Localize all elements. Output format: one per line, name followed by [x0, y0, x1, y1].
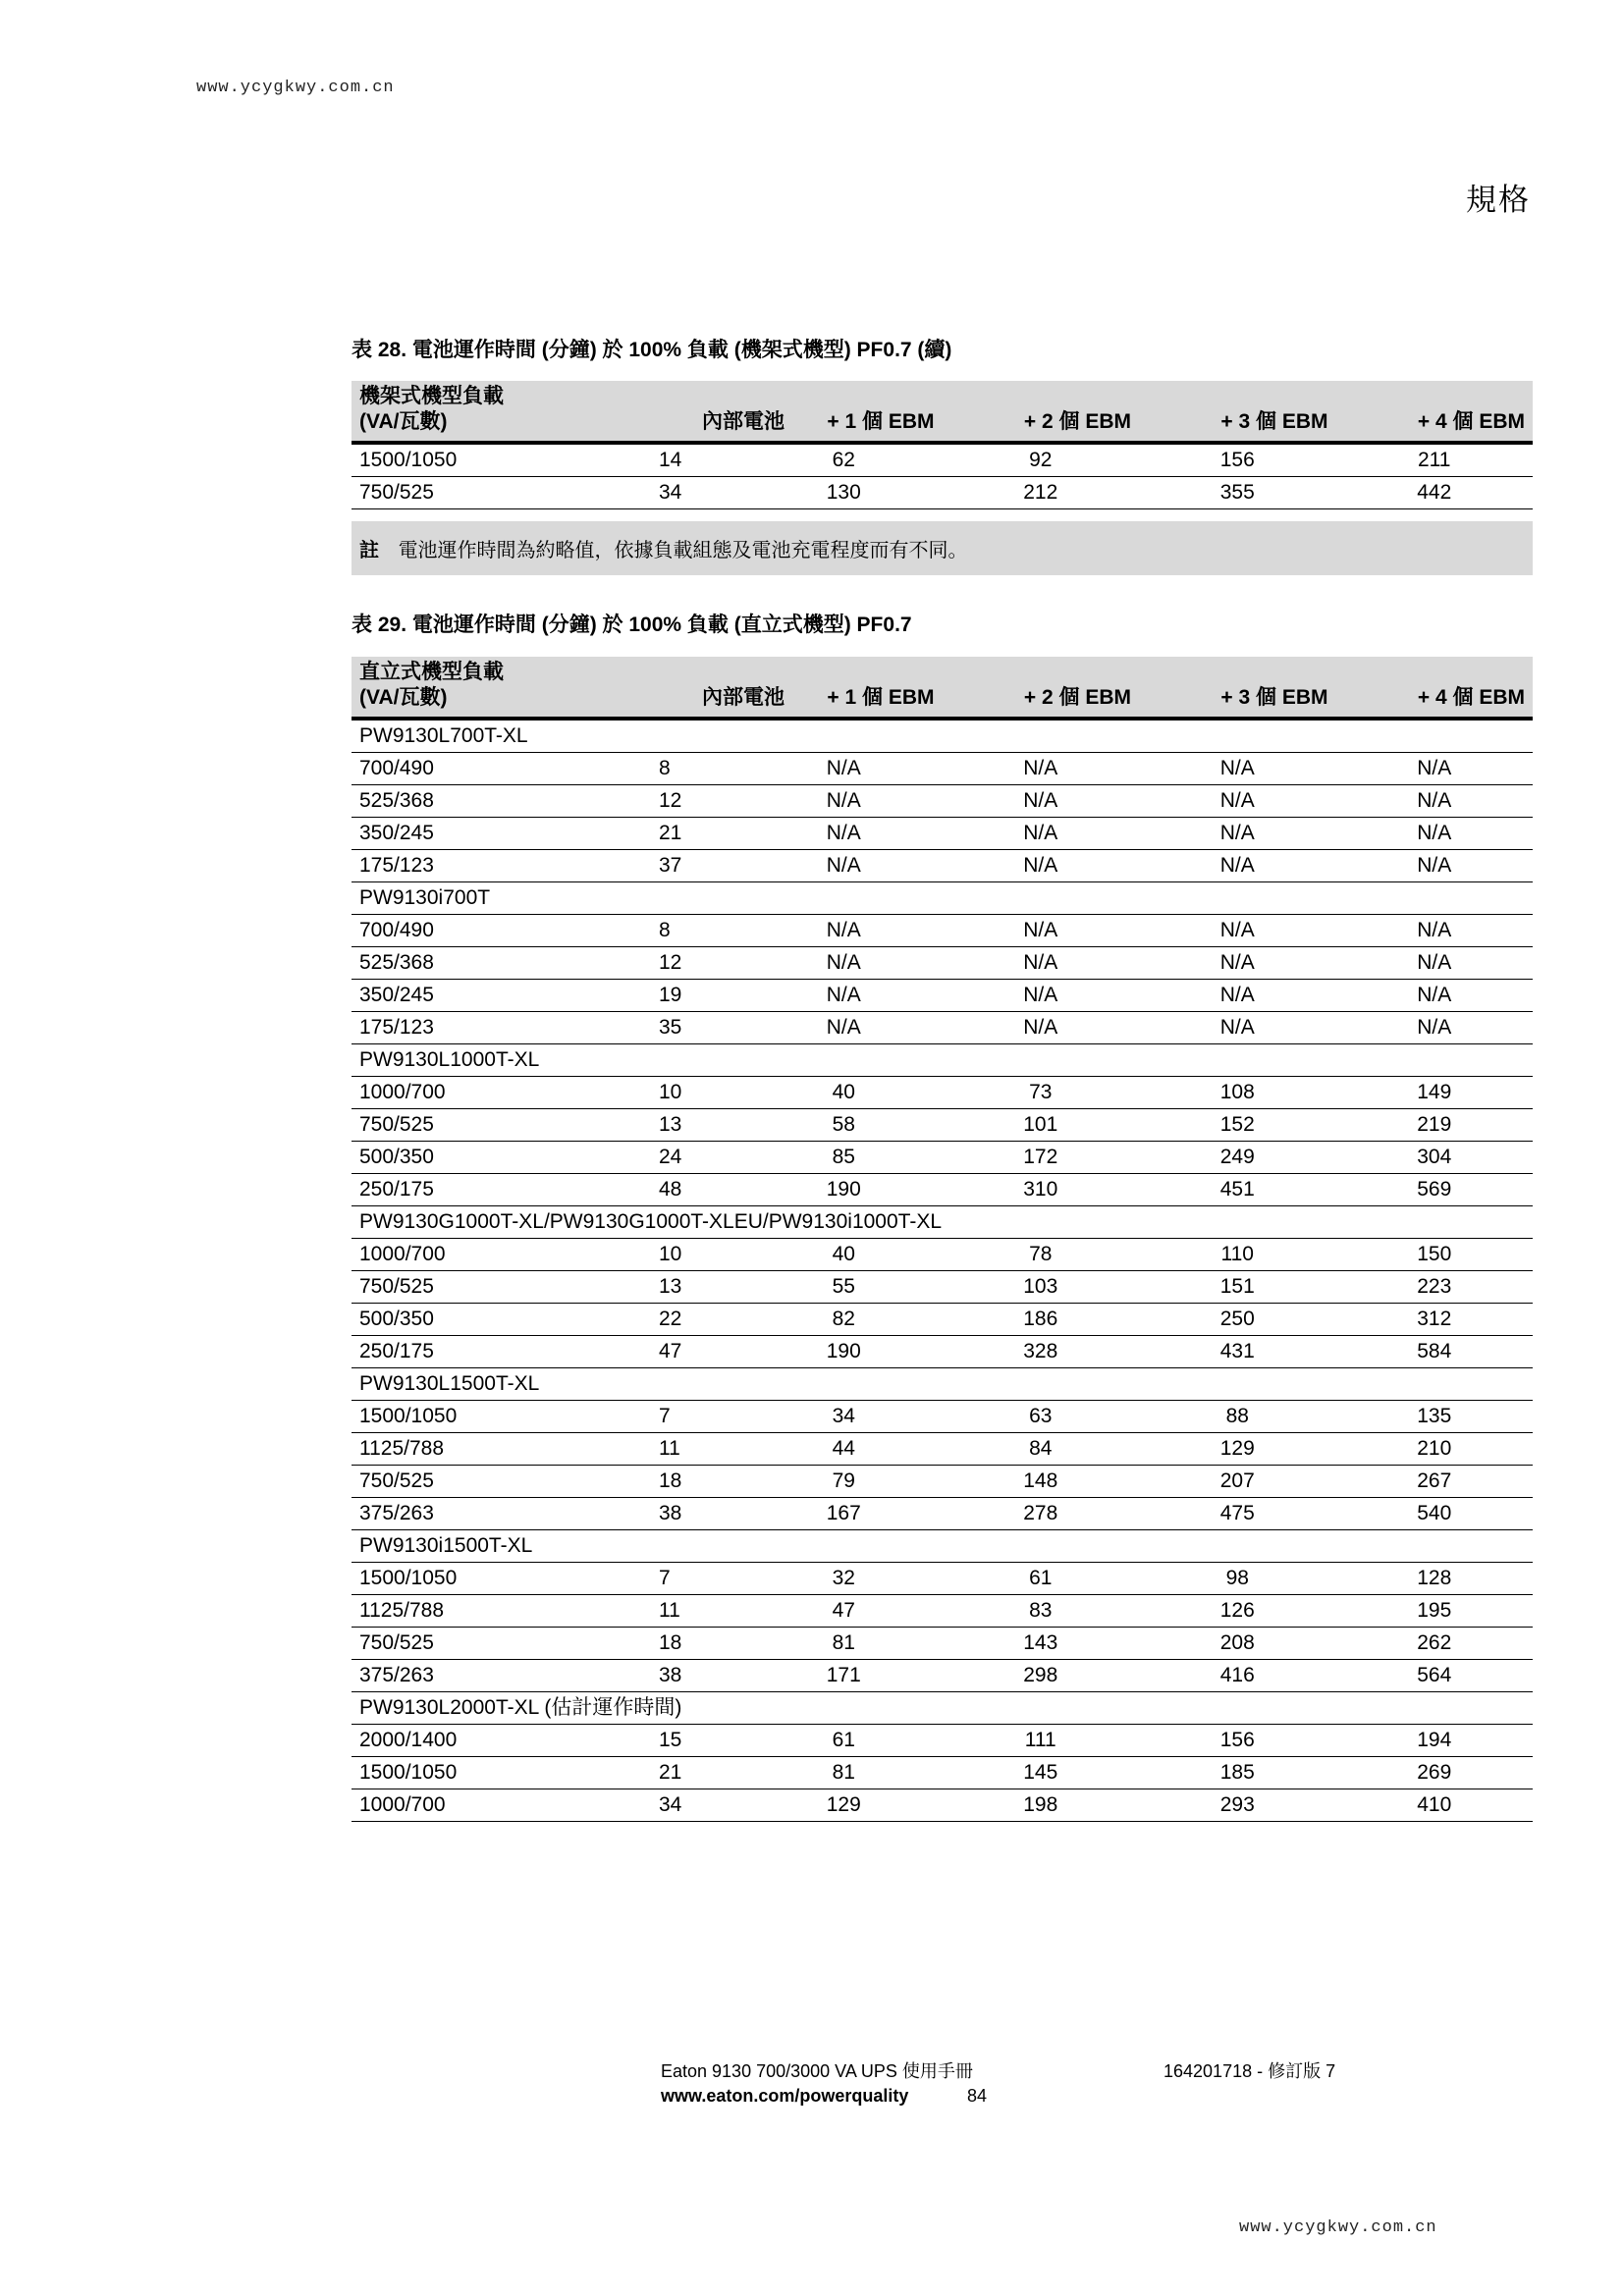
header-load-line2: (VA/瓦數) [359, 686, 448, 709]
cell-runtime: 32 [745, 1563, 943, 1595]
cell-runtime: 7 [651, 1401, 745, 1433]
cell-load: 1125/788 [352, 1595, 651, 1628]
cell-runtime: 151 [1139, 1271, 1336, 1304]
cell-runtime: 211 [1336, 443, 1534, 477]
cell-runtime: 143 [943, 1628, 1140, 1660]
note-label: 註 [359, 540, 379, 561]
table-row [352, 1725, 1533, 1757]
group-row [352, 882, 1533, 915]
table-row [352, 1466, 1533, 1498]
cell-runtime: 210 [1336, 1433, 1534, 1466]
cell-runtime: N/A [1336, 1012, 1534, 1044]
cell-runtime: 15 [651, 1725, 745, 1757]
cell-runtime: 37 [651, 850, 745, 882]
header-ebm3: + 3 個 EBM [1139, 657, 1336, 719]
cell-runtime: 207 [1139, 1466, 1336, 1498]
cell-runtime: 34 [651, 1789, 745, 1822]
cell-runtime: 195 [1336, 1595, 1534, 1628]
footer-doc-id: 164201718 - 修訂版 7 [1163, 2061, 1336, 2081]
cell-runtime: 111 [943, 1725, 1140, 1757]
cell-runtime: 38 [651, 1498, 745, 1530]
cell-runtime: N/A [745, 980, 943, 1012]
group-model-name: PW9130L2000T-XL (估計運作時間) [352, 1692, 1533, 1725]
cell-load: 175/123 [352, 850, 651, 882]
header-load [352, 381, 651, 443]
cell-load: 525/368 [352, 947, 651, 980]
cell-runtime: 328 [943, 1336, 1140, 1368]
cell-runtime: 34 [651, 477, 745, 509]
table-row [352, 1109, 1533, 1142]
cell-runtime: N/A [1139, 1012, 1336, 1044]
cell-runtime: N/A [1336, 818, 1534, 850]
group-row [352, 1530, 1533, 1563]
header-ebm1: + 1 個 EBM [745, 381, 943, 443]
cell-runtime: N/A [943, 1012, 1140, 1044]
cell-runtime: 47 [745, 1595, 943, 1628]
cell-runtime: 310 [943, 1174, 1140, 1206]
cell-runtime: N/A [745, 947, 943, 980]
group-row [352, 1206, 1533, 1239]
cell-runtime: 47 [651, 1336, 745, 1368]
cell-runtime: 61 [745, 1725, 943, 1757]
cell-runtime: 81 [745, 1757, 943, 1789]
cell-runtime: 85 [745, 1142, 943, 1174]
cell-runtime: 145 [943, 1757, 1140, 1789]
header-internal: 內部電池 [651, 657, 745, 719]
header-load-line2: (VA/瓦數) [359, 410, 448, 433]
cell-runtime: 11 [651, 1595, 745, 1628]
cell-runtime: 13 [651, 1271, 745, 1304]
header-load-line1: 機架式機型負載 [359, 385, 504, 407]
cell-runtime: 148 [943, 1466, 1140, 1498]
cell-load: 750/525 [352, 477, 651, 509]
table-row [352, 1595, 1533, 1628]
table-row [352, 915, 1533, 947]
cell-runtime: N/A [943, 785, 1140, 818]
cell-runtime: N/A [1336, 947, 1534, 980]
cell-runtime: 62 [745, 443, 943, 477]
table-row [352, 1239, 1533, 1271]
table-row [352, 1336, 1533, 1368]
cell-load: 250/175 [352, 1336, 651, 1368]
cell-runtime: 267 [1336, 1466, 1534, 1498]
cell-runtime: N/A [943, 850, 1140, 882]
cell-load: 700/490 [352, 753, 651, 785]
table-row [352, 1174, 1533, 1206]
group-row [352, 1044, 1533, 1077]
cell-runtime: 150 [1336, 1239, 1534, 1271]
cell-load: 525/368 [352, 785, 651, 818]
group-model-name: PW9130i700T [352, 882, 1533, 915]
cell-load: 350/245 [352, 980, 651, 1012]
cell-runtime: 12 [651, 947, 745, 980]
cell-runtime: 8 [651, 915, 745, 947]
cell-runtime: 223 [1336, 1271, 1534, 1304]
cell-runtime: 212 [943, 477, 1140, 509]
cell-runtime: 61 [943, 1563, 1140, 1595]
cell-runtime: 152 [1139, 1109, 1336, 1142]
note-text: 電池運作時間為約略值，依據負載組態及電池充電程度而有不同。 [398, 540, 968, 561]
cell-load: 1500/1050 [352, 443, 651, 477]
cell-runtime: N/A [745, 1012, 943, 1044]
cell-runtime: 58 [745, 1109, 943, 1142]
table-header-row [352, 657, 1533, 719]
cell-runtime: N/A [1139, 785, 1336, 818]
cell-runtime: 410 [1336, 1789, 1534, 1822]
cell-runtime: N/A [1139, 980, 1336, 1012]
cell-runtime: N/A [745, 818, 943, 850]
cell-runtime: 171 [745, 1660, 943, 1692]
group-model-name: PW9130L700T-XL [352, 719, 1533, 753]
cell-runtime: N/A [1336, 785, 1534, 818]
cell-runtime: 79 [745, 1466, 943, 1498]
cell-load: 1000/700 [352, 1239, 651, 1271]
cell-runtime: 451 [1139, 1174, 1336, 1206]
cell-runtime: 103 [943, 1271, 1140, 1304]
cell-runtime: 24 [651, 1142, 745, 1174]
group-row [352, 1368, 1533, 1401]
table-row [352, 1498, 1533, 1530]
table-28-note [352, 521, 1533, 575]
cell-load: 750/525 [352, 1109, 651, 1142]
header-internal: 內部電池 [651, 381, 745, 443]
cell-runtime: 12 [651, 785, 745, 818]
cell-runtime: 21 [651, 818, 745, 850]
cell-load: 1500/1050 [352, 1401, 651, 1433]
cell-runtime: N/A [1336, 850, 1534, 882]
table-row [352, 785, 1533, 818]
cell-runtime: 128 [1336, 1563, 1534, 1595]
cell-runtime: 250 [1139, 1304, 1336, 1336]
cell-load: 500/350 [352, 1142, 651, 1174]
cell-runtime: 355 [1139, 477, 1336, 509]
cell-runtime: 129 [1139, 1433, 1336, 1466]
cell-runtime: N/A [943, 818, 1140, 850]
cell-runtime: 262 [1336, 1628, 1534, 1660]
group-row [352, 719, 1533, 753]
cell-runtime: 81 [745, 1628, 943, 1660]
cell-runtime: 18 [651, 1466, 745, 1498]
cell-runtime: 10 [651, 1077, 745, 1109]
cell-runtime: 167 [745, 1498, 943, 1530]
cell-runtime: 38 [651, 1660, 745, 1692]
cell-runtime: 219 [1336, 1109, 1534, 1142]
cell-runtime: 21 [651, 1757, 745, 1789]
cell-load: 2000/1400 [352, 1725, 651, 1757]
cell-runtime: 156 [1139, 443, 1336, 477]
table-row [352, 1077, 1533, 1109]
cell-runtime: N/A [1336, 753, 1534, 785]
cell-load: 500/350 [352, 1304, 651, 1336]
cell-runtime: 298 [943, 1660, 1140, 1692]
cell-runtime: 442 [1336, 477, 1534, 509]
table-row [352, 1563, 1533, 1595]
cell-load: 1000/700 [352, 1077, 651, 1109]
cell-load: 375/263 [352, 1498, 651, 1530]
cell-runtime: 564 [1336, 1660, 1534, 1692]
page-number: 84 [967, 2086, 988, 2106]
table-row [352, 1012, 1533, 1044]
table-row [352, 818, 1533, 850]
cell-runtime: 13 [651, 1109, 745, 1142]
cell-runtime: 172 [943, 1142, 1140, 1174]
cell-runtime: N/A [1139, 753, 1336, 785]
cell-runtime: N/A [943, 980, 1140, 1012]
cell-runtime: 73 [943, 1077, 1140, 1109]
group-row [352, 1692, 1533, 1725]
cell-runtime: 10 [651, 1239, 745, 1271]
cell-load: 1125/788 [352, 1433, 651, 1466]
cell-load: 350/245 [352, 818, 651, 850]
table-row [352, 850, 1533, 882]
cell-load: 750/525 [352, 1271, 651, 1304]
cell-load: 700/490 [352, 915, 651, 947]
table-row [352, 947, 1533, 980]
cell-runtime: 475 [1139, 1498, 1336, 1530]
cell-runtime: 190 [745, 1336, 943, 1368]
table-row [352, 1628, 1533, 1660]
cell-runtime: 11 [651, 1433, 745, 1466]
cell-load: 1500/1050 [352, 1563, 651, 1595]
header-ebm1: + 1 個 EBM [745, 657, 943, 719]
cell-runtime: N/A [1139, 818, 1336, 850]
cell-runtime: 304 [1336, 1142, 1534, 1174]
cell-runtime: 149 [1336, 1077, 1534, 1109]
cell-runtime: N/A [943, 915, 1140, 947]
cell-runtime: 185 [1139, 1757, 1336, 1789]
table-29 [352, 657, 1533, 1822]
cell-runtime: 22 [651, 1304, 745, 1336]
group-model-name: PW9130L1000T-XL [352, 1044, 1533, 1077]
cell-runtime: 82 [745, 1304, 943, 1336]
group-model-name: PW9130L1500T-XL [352, 1368, 1533, 1401]
cell-runtime: 84 [943, 1433, 1140, 1466]
cell-runtime: 101 [943, 1109, 1140, 1142]
table-row [352, 1304, 1533, 1336]
cell-runtime: 55 [745, 1271, 943, 1304]
cell-load: 1000/700 [352, 1789, 651, 1822]
cell-runtime: 190 [745, 1174, 943, 1206]
footer-url[interactable]: www.eaton.com/powerquality [661, 2086, 909, 2106]
cell-runtime: N/A [1139, 947, 1336, 980]
cell-runtime: 156 [1139, 1725, 1336, 1757]
cell-runtime: N/A [1139, 850, 1336, 882]
cell-load: 750/525 [352, 1628, 651, 1660]
table-28 [352, 381, 1533, 509]
cell-runtime: 8 [651, 753, 745, 785]
cell-runtime: N/A [745, 915, 943, 947]
cell-runtime: N/A [943, 753, 1140, 785]
cell-load: 750/525 [352, 1466, 651, 1498]
cell-runtime: 186 [943, 1304, 1140, 1336]
cell-runtime: 35 [651, 1012, 745, 1044]
header-load-line1: 直立式機型負載 [359, 661, 504, 683]
cell-runtime: 40 [745, 1077, 943, 1109]
cell-runtime: N/A [745, 850, 943, 882]
cell-runtime: N/A [1336, 915, 1534, 947]
table-28-caption: 表 28. 電池運作時間 (分鐘) 於 100% 負載 (機架式機型) PF0.7 (續) [352, 339, 952, 361]
header-ebm2: + 2 個 EBM [943, 381, 1140, 443]
header-ebm3: + 3 個 EBM [1139, 381, 1336, 443]
cell-load: 1500/1050 [352, 1757, 651, 1789]
cell-runtime: N/A [1139, 915, 1336, 947]
table-row [352, 477, 1533, 509]
header-ebm4: + 4 個 EBM [1336, 657, 1534, 719]
cell-runtime: 569 [1336, 1174, 1534, 1206]
cell-runtime: 14 [651, 443, 745, 477]
cell-runtime: 269 [1336, 1757, 1534, 1789]
cell-runtime: 92 [943, 443, 1140, 477]
cell-runtime: 78 [943, 1239, 1140, 1271]
cell-runtime: 194 [1336, 1725, 1534, 1757]
cell-runtime: 208 [1139, 1628, 1336, 1660]
cell-load: 175/123 [352, 1012, 651, 1044]
footer-doc-title: Eaton 9130 700/3000 VA UPS 使用手冊 [661, 2061, 973, 2081]
cell-runtime: 44 [745, 1433, 943, 1466]
cell-runtime: 135 [1336, 1401, 1534, 1433]
cell-runtime: 129 [745, 1789, 943, 1822]
cell-runtime: 63 [943, 1401, 1140, 1433]
table-row [352, 1660, 1533, 1692]
group-model-name: PW9130G1000T-XL/PW9130G1000T-XLEU/PW9130i1000T-XL [352, 1206, 1533, 1239]
table-row [352, 1401, 1533, 1433]
cell-runtime: 7 [651, 1563, 745, 1595]
cell-runtime: 540 [1336, 1498, 1534, 1530]
table-row [352, 1271, 1533, 1304]
table-header-row [352, 381, 1533, 443]
table-row [352, 1433, 1533, 1466]
table-row [352, 753, 1533, 785]
cell-runtime: N/A [943, 947, 1140, 980]
cell-load: 375/263 [352, 1660, 651, 1692]
cell-runtime: 416 [1139, 1660, 1336, 1692]
cell-runtime: 431 [1139, 1336, 1336, 1368]
cell-runtime: 312 [1336, 1304, 1534, 1336]
cell-runtime: 88 [1139, 1401, 1336, 1433]
cell-load: 250/175 [352, 1174, 651, 1206]
cell-runtime: 18 [651, 1628, 745, 1660]
cell-runtime: 98 [1139, 1563, 1336, 1595]
table-29-caption: 表 29. 電池運作時間 (分鐘) 於 100% 負載 (直立式機型) PF0.7 [352, 614, 912, 636]
table-row [352, 980, 1533, 1012]
cell-runtime: 110 [1139, 1239, 1336, 1271]
cell-runtime: 40 [745, 1239, 943, 1271]
header-ebm2: + 2 個 EBM [943, 657, 1140, 719]
cell-runtime: 293 [1139, 1789, 1336, 1822]
cell-runtime: 48 [651, 1174, 745, 1206]
cell-runtime: 108 [1139, 1077, 1336, 1109]
header-ebm4: + 4 個 EBM [1336, 381, 1534, 443]
cell-runtime: 83 [943, 1595, 1140, 1628]
cell-runtime: N/A [745, 785, 943, 818]
watermark-top: www.ycygkwy.com.cn [196, 79, 395, 97]
cell-runtime: 126 [1139, 1595, 1336, 1628]
table-row [352, 443, 1533, 477]
cell-runtime: 584 [1336, 1336, 1534, 1368]
cell-runtime: 34 [745, 1401, 943, 1433]
table-row [352, 1789, 1533, 1822]
cell-runtime: 278 [943, 1498, 1140, 1530]
table-row [352, 1142, 1533, 1174]
group-model-name: PW9130i1500T-XL [352, 1530, 1533, 1563]
watermark-bottom: www.ycygkwy.com.cn [1239, 2218, 1437, 2237]
cell-runtime: 249 [1139, 1142, 1336, 1174]
cell-runtime: 130 [745, 477, 943, 509]
table-row [352, 1757, 1533, 1789]
cell-runtime: 19 [651, 980, 745, 1012]
cell-runtime: 198 [943, 1789, 1140, 1822]
cell-runtime: N/A [745, 753, 943, 785]
section-title: 規格 [1466, 183, 1531, 217]
header-load [352, 657, 651, 719]
cell-runtime: N/A [1336, 980, 1534, 1012]
